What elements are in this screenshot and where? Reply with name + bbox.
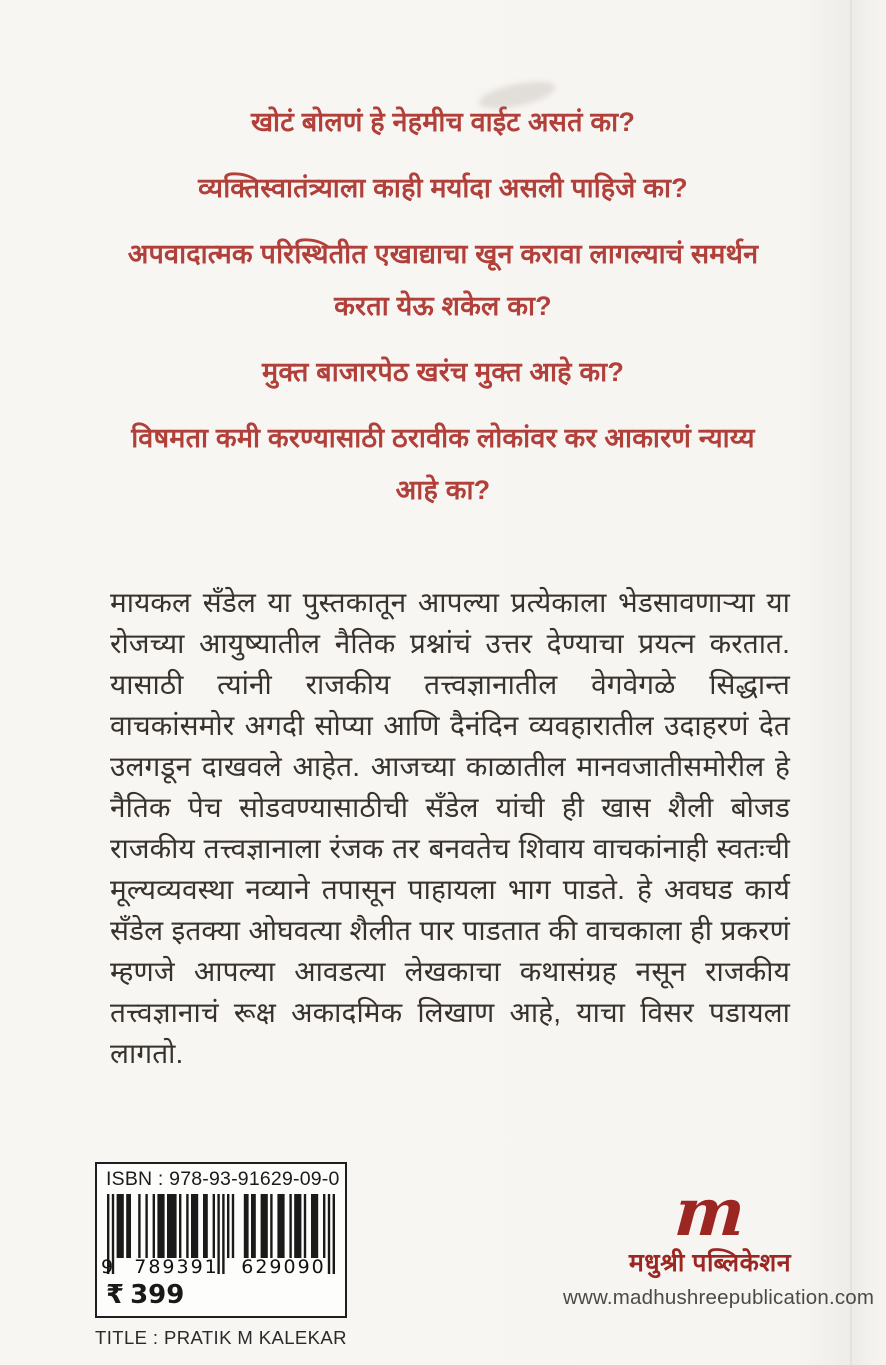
publisher-block — [563, 1173, 875, 1310]
isbn-block — [95, 1162, 349, 1349]
synopsis-paragraph: मायकल सँडेल या पुस्तकातून आपल्या प्रत्येकाला भेडसावणाऱ्या या रोजच्या आयुष्यातील नैतिक प्रश्नांचं उत्तर देण्याचा प्रयत्न करतात. यासाठी त्यांनी राजकीय तत्त्वज्ञानातील वेगवेगळे सिद्धान्त वाचकांसमोर अगदी सोप्या आणि दैनंदिन व्यवहारातील उदाहरणं देत उलगडून दाखवले आहेत. आजच्या काळातील मानवजातीसमोरील हे नैतिक पेच सोडवण्यासाठीची सँडेल यांची ही खास शैली बोजड राजकीय तत्त्वज्ञानाला रंजक तर बनवतेच शिवाय वाचकांनाही स्वतःची मूल्यव्यवस्था नव्याने तपासून पाहायला भाग पाडते. हे अवघड कार्य सँडेल इतक्या ओघवत्या शैलीत पार पाडतात की वाचकाला ही प्रकरणं म्हणजे आपल्या आवडत्या लेखकाचा कथासंग्रह नसून राजकीय तत्त्वज्ञानाचं रूक्ष अकादमिक लिखाण आहे, याचा विसर पडायला लागतो. — [110, 587, 790, 1069]
question-2: व्यक्तिस्वातंत्र्याला काही मर्यादा असली पाहिजे का? — [198, 173, 688, 203]
publisher-logo-m: m — [672, 1173, 748, 1251]
ean-barcode — [101, 1194, 335, 1278]
publisher-website: www.madhushreepublication.com — [563, 1286, 875, 1309]
barcode-digits — [101, 1256, 337, 1278]
cover-fold-line — [850, 0, 852, 1365]
book-synopsis — [110, 582, 790, 1074]
rupee-symbol-icon: ₹ — [106, 1280, 125, 1310]
question-3: अपवादात्मक परिस्थितीत एखाद्याचा खून करावा लागल्याचं समर्थन करता येऊ शकेल का? — [127, 239, 759, 321]
question-1: खोटं बोलणं हे नेहमीच वाईट असतं का? — [250, 107, 636, 137]
cover-title-credit: TITLE : PRATIK M KALEKAR — [95, 1327, 347, 1348]
isbn-number: ISBN : 978-93-91629-09-0 — [106, 1168, 340, 1190]
barcode-digit-prefix: 9 — [101, 1256, 114, 1278]
isbn-barcode-box — [95, 1162, 347, 1318]
back-cover-questions — [107, 0, 779, 516]
barcode-digit-group-right: 629090 — [241, 1256, 326, 1278]
price-amount: 399 — [130, 1280, 185, 1310]
question-5: विषमता कमी करण्यासाठी ठरावीक लोकांवर कर आकारणं न्याय्य आहे का? — [131, 423, 755, 505]
barcode-digit-group-left: 789391 — [134, 1256, 219, 1278]
publisher-name: मधुश्री पब्लिकेशन — [628, 1249, 792, 1277]
question-4: मुक्त बाजारपेठ खरंच मुक्त आहे का? — [261, 357, 625, 387]
price — [106, 1280, 336, 1310]
